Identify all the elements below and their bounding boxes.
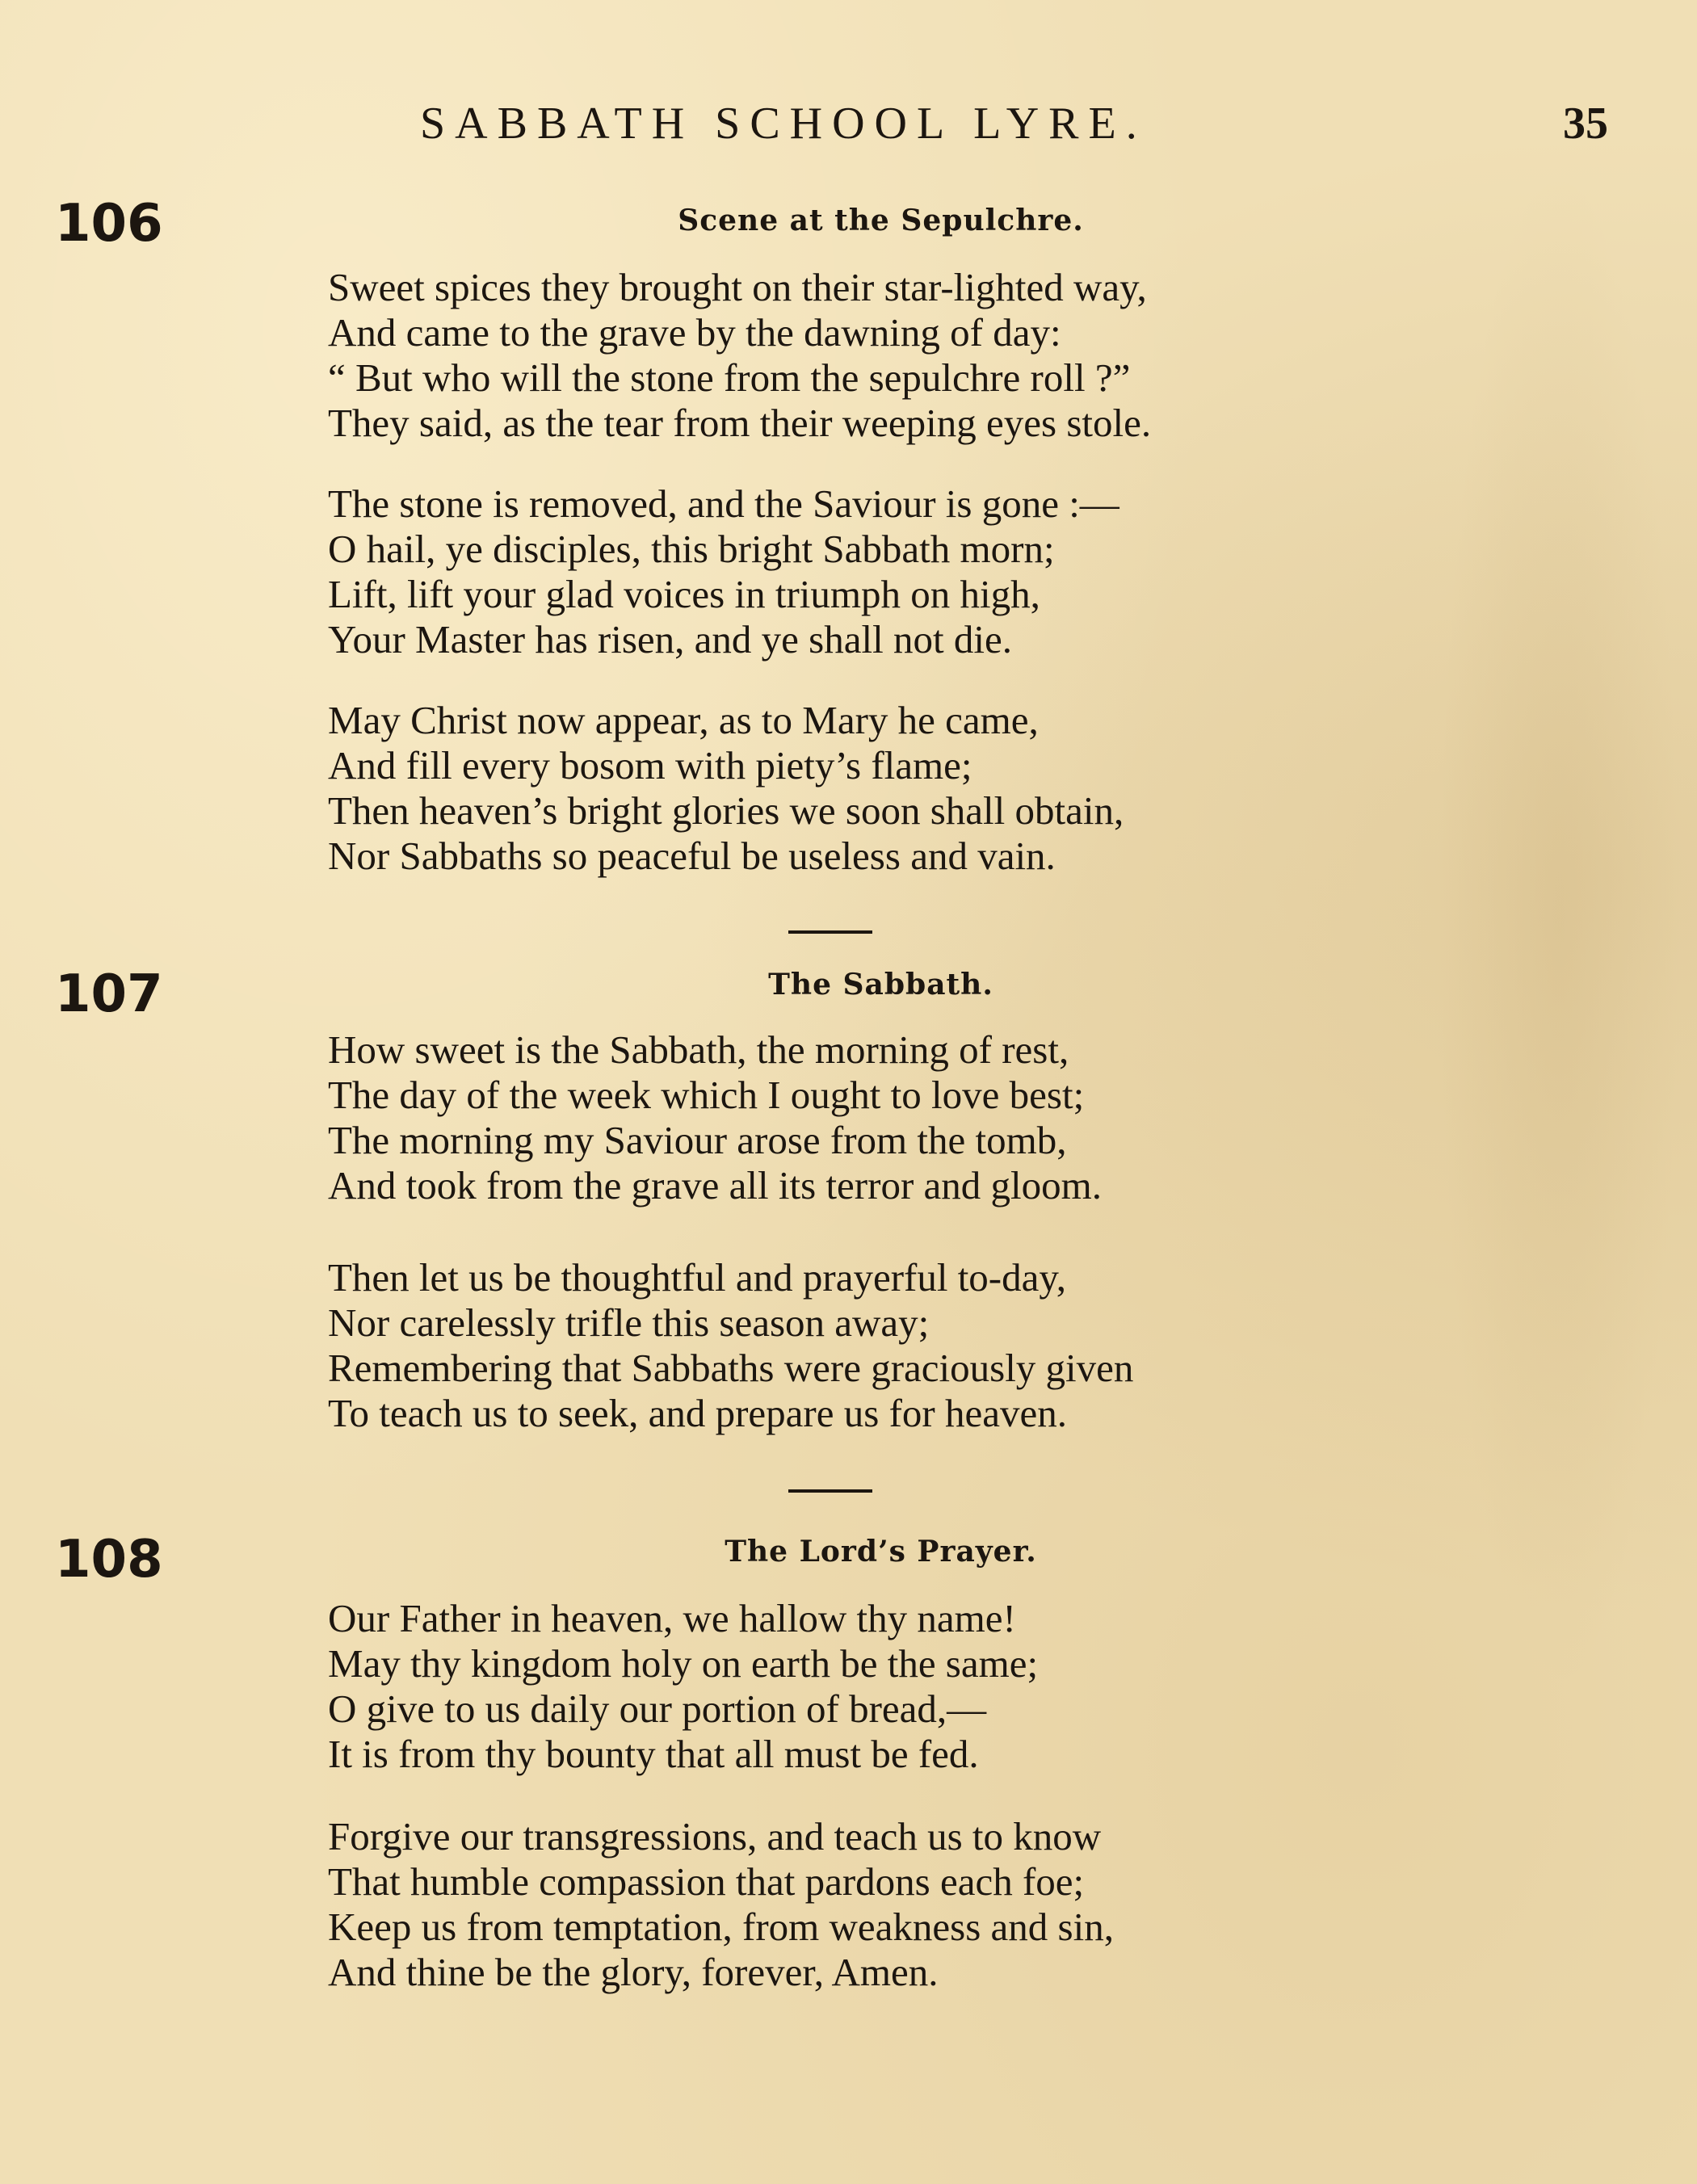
section-divider — [788, 1489, 872, 1493]
page-number: 35 — [1563, 99, 1608, 149]
verse-line: And came to the grave by the dawning of day: — [328, 310, 1061, 355]
paper-stain — [1438, 162, 1680, 1696]
verse-line: Then let us be thoughtful and prayerful to-day, — [328, 1255, 1066, 1300]
verse-line: The morning my Saviour arose from the tomb, — [328, 1118, 1067, 1162]
hymn-number: 107 — [55, 964, 163, 1024]
verse — [328, 1814, 1114, 1995]
hymn-title-text: The Lord’s Prayer. — [725, 1535, 1037, 1569]
verse-line: Nor carelessly trifle this season away; — [328, 1300, 930, 1345]
verse — [328, 481, 1119, 662]
verse — [328, 1596, 1038, 1777]
verse — [328, 1027, 1102, 1208]
hymn-title — [0, 964, 1697, 1005]
verse-line: Our Father in heaven, we hallow thy name! — [328, 1596, 1016, 1640]
verse — [328, 265, 1151, 446]
verse-line: Remembering that Sabbaths were graciously given — [328, 1346, 1134, 1390]
verse-line: Nor Sabbaths so peaceful be useless and vain. — [328, 834, 1056, 878]
verse-line: Your Master has risen, and ye shall not die. — [328, 617, 1012, 662]
verse-line: Forgive our transgressions, and teach us to know — [328, 1814, 1102, 1858]
verse-line: And fill every bosom with piety’s flame; — [328, 743, 972, 788]
verse-line: May thy kingdom holy on earth be the same; — [328, 1641, 1039, 1686]
verse-line: Sweet spices they brought on their star-lighted way, — [328, 265, 1147, 309]
verse — [328, 1255, 1133, 1436]
running-title: SABBATH SCHOOL LYRE. — [420, 99, 1147, 149]
running-head — [0, 95, 1697, 152]
section-divider — [788, 930, 872, 934]
verse-line: That humble compassion that pardons each foe; — [328, 1859, 1085, 1904]
verse-line: Then heaven’s bright glories we soon shall obtain, — [328, 788, 1124, 833]
hymn-title — [0, 1531, 1697, 1572]
verse-line: And took from the grave all its terror and gloom. — [328, 1163, 1102, 1208]
hymn-title — [0, 200, 1697, 241]
verse-line: How sweet is the Sabbath, the morning of rest, — [328, 1027, 1069, 1072]
verse-line: Lift, lift your glad voices in triumph on high, — [328, 572, 1040, 616]
verse-line: The stone is removed, and the Saviour is gone :— — [328, 481, 1119, 526]
hymn-title-text: The Sabbath. — [768, 968, 993, 1002]
verse-line: They said, as the tear from their weeping eyes stole. — [328, 401, 1152, 445]
verse-line: “ But who will the stone from the sepulchre roll ?” — [328, 355, 1131, 400]
verse-line: O give to us daily our portion of bread,— — [328, 1686, 987, 1731]
verse-line: Keep us from temptation, from weakness and sin, — [328, 1905, 1114, 1949]
verse-line: To teach us to seek, and prepare us for heaven. — [328, 1391, 1067, 1435]
verse-line: May Christ now appear, as to Mary he came, — [328, 698, 1039, 742]
hymn-number: 108 — [55, 1530, 163, 1590]
verse-line: O hail, ye disciples, this bright Sabbath morn; — [328, 527, 1055, 571]
hymn-number: 106 — [55, 194, 163, 254]
verse-line: It is from thy bounty that all must be fed. — [328, 1732, 979, 1776]
verse-line: And thine be the glory, forever, Amen. — [328, 1950, 939, 1994]
verse-line: The day of the week which I ought to love best; — [328, 1073, 1085, 1117]
verse — [328, 698, 1124, 879]
hymn-title-text: Scene at the Sepulchre. — [678, 204, 1084, 237]
